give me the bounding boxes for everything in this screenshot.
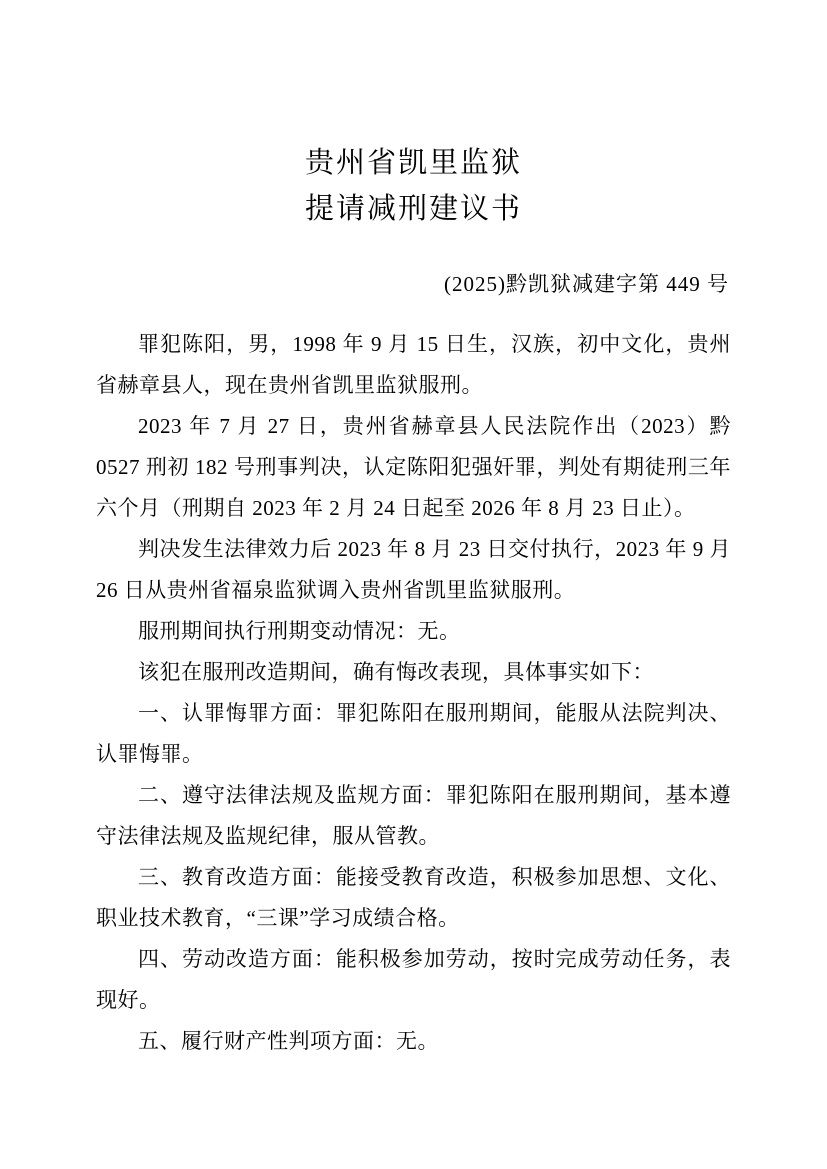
paragraph: 罪犯陈阳，男，1998 年 9 月 15 日生，汉族，初中文化，贵州省赫章县人，现在贵州省凯里监狱服刑。: [96, 332, 731, 397]
paragraph: 该犯在服刑改造期间，确有悔改表现，具体事实如下：: [138, 660, 654, 684]
paragraph: 2023 年 7 月 27 日，贵州省赫章县人民法院作出（2023）黔 0527 刑初 182 号刑事判决，认定陈阳犯强奸罪，判处有期徒刑三年六个月（刑期自 2023 年 2 月 24 日起至 2026 年 8 月 23 日止）。: [96, 414, 731, 520]
paragraph: 四、劳动改造方面：能积极参加劳动，按时完成劳动任务，表现好。: [96, 947, 731, 1012]
title-line-1: 贵州省凯里监狱: [304, 147, 522, 179]
document-body: [96, 324, 731, 1062]
paragraph: 服刑期间执行刑期变动情况：无。: [138, 619, 461, 643]
paragraph: 三、教育改造方面：能接受教育改造，积极参加思想、文化、职业技术教育，“三课”学习成绩合格。: [96, 865, 731, 930]
document-number: (2025)黔凯狱减建字第 449 号: [444, 272, 729, 296]
title-line-2: 提请减刑建议书: [304, 193, 522, 225]
page-title: [96, 140, 731, 232]
paragraph: 判决发生法律效力后 2023 年 8 月 23 日交付执行，2023 年 9 月 26 日从贵州省福泉监狱调入贵州省凯里监狱服刑。: [96, 537, 731, 602]
paragraph: 二、遵守法律法规及监规方面：罪犯陈阳在服刑期间，基本遵守法律法规及监规纪律，服从管教。: [96, 783, 731, 848]
paragraph: 一、认罪悔罪方面：罪犯陈阳在服刑期间，能服从法院判决、认罪悔罪。: [96, 701, 731, 766]
paragraph: 五、履行财产性判项方面：无。: [138, 1029, 439, 1053]
